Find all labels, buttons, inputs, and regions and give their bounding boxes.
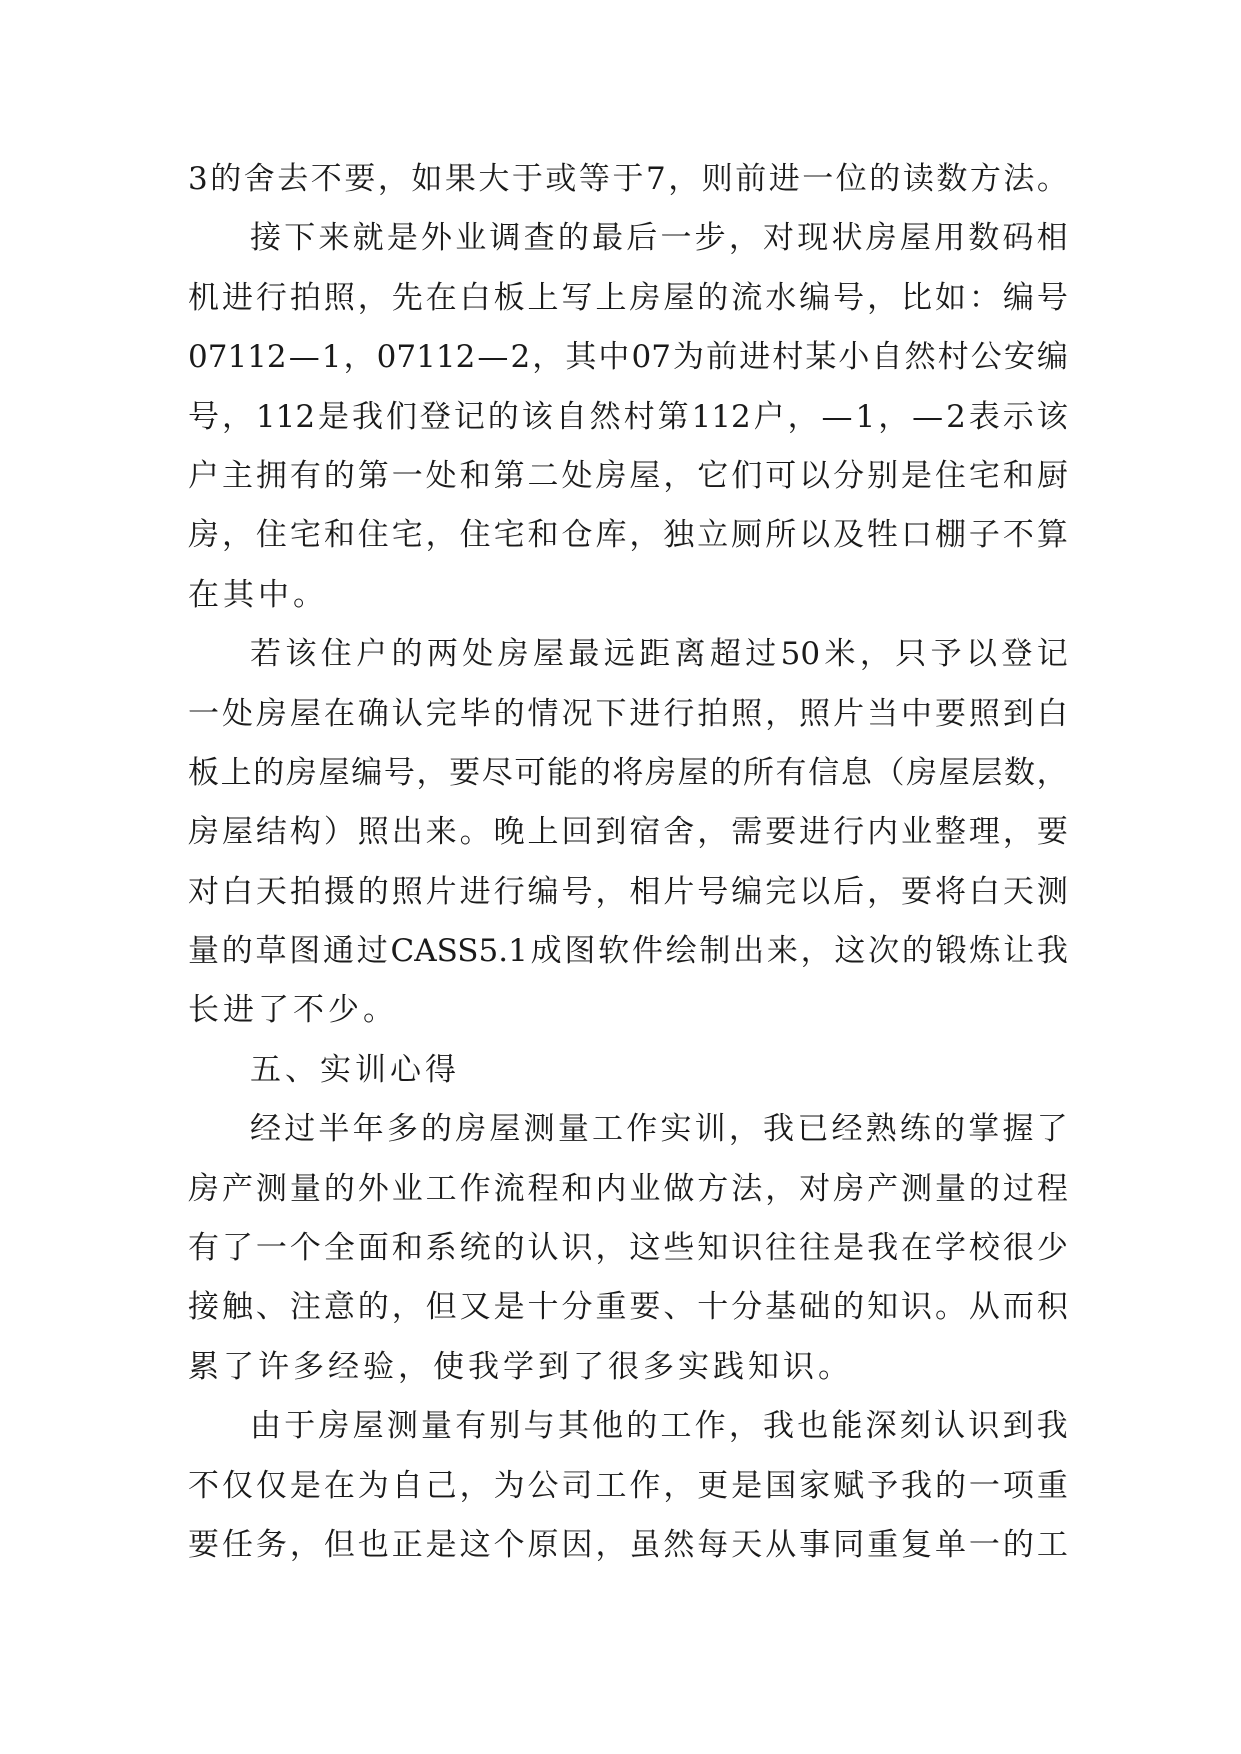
text-line: 房 产 测 量 的 外 业 工 作 流 程 和 内 业 做 方 法 ， 对 房 产 测 量 的 过 程	[188, 1170, 1068, 1207]
text-line: 07112 — 1 ， 07112 — 2 ， 其 中 07 为 前 进 村 某 小 自 然 村 公 安 编	[188, 339, 1068, 376]
body-text	[188, 150, 1068, 1575]
text-line: 房 ， 住 宅 和 住 宅 ， 住 宅 和 仓 库 ， 独 立 厕 所 以 及 牲 口 棚 子 不 算	[188, 517, 1068, 554]
text-line: 量 的 草 图 通 过 CASS5.1 成 图 软 件 绘 制 出 来 ， 这 次 的 锻 炼 让 我	[188, 933, 1068, 970]
text-line: 3 的 舍 去 不 要 ， 如 果 大 于 或 等 于 7 ， 则 前 进 一 位 的 读 数 方 法 。	[188, 161, 1068, 197]
text-line: 机 进 行 拍 照 ， 先 在 白 板 上 写 上 房 屋 的 流 水 编 号 ， 比 如 ： 编 号	[188, 279, 1068, 316]
text-line: 对 白 天 拍 摄 的 照 片 进 行 编 号 ， 相 片 号 编 完 以 后 ， 要 将 白 天 测	[188, 873, 1068, 910]
text-line: 累了许多经验，使我学到了很多实践知识。	[188, 1348, 853, 1385]
text-line: 接 触 、 注 意 的 ， 但 又 是 十 分 重 要 、 十 分 基 础 的 知 识 。 从 而 积	[188, 1289, 1068, 1326]
text-line: 有 了 一 个 全 面 和 系 统 的 认 识 ， 这 些 知 识 往 往 是 我 在 学 校 很 少	[188, 1230, 1068, 1267]
text-line: 五、实训心得	[250, 1051, 460, 1088]
text-line: 由 于 房 屋 测 量 有 别 与 其 他 的 工 作 ， 我 也 能 深 刻 认 识 到 我	[250, 1408, 1068, 1445]
text-line: 长进了不少。	[188, 992, 398, 1029]
text-line: 要 任 务 ， 但 也 正 是 这 个 原 因 ， 虽 然 每 天 从 事 同 重 复 单 一 的 工	[188, 1526, 1068, 1563]
text-line: 不 仅 仅 是 在 为 自 己 ， 为 公 司 工 作 ， 更 是 国 家 赋 予 我 的 一 项 重	[188, 1467, 1068, 1504]
text-line: 在其中。	[188, 576, 328, 613]
text-line: 接 下 来 就 是 外 业 调 查 的 最 后 一 步 ， 对 现 状 房 屋 用 数 码 相	[250, 220, 1068, 257]
text-line: 板 上 的 房 屋 编 号 ， 要 尽 可 能 的 将 房 屋 的 所 有 信 息 （ 房 屋 层 数 ，	[188, 754, 1068, 791]
text-line: 一 处 房 屋 在 确 认 完 毕 的 情 况 下 进 行 拍 照 ， 照 片 当 中 要 照 到 白	[188, 695, 1068, 732]
text-line: 经 过 半 年 多 的 房 屋 测 量 工 作 实 训 ， 我 已 经 熟 练 的 掌 握 了	[250, 1111, 1068, 1148]
text-line: 号 ， 112 是 我 们 登 记 的 该 自 然 村 第 112 户 ， — 1 ， — 2 表 示 该	[188, 398, 1068, 435]
text-line: 户 主 拥 有 的 第 一 处 和 第 二 处 房 屋 ， 它 们 可 以 分 别 是 住 宅 和 厨	[188, 457, 1068, 494]
text-line: 若 该 住 户 的 两 处 房 屋 最 远 距 离 超 过 50 米 ， 只 予 以 登 记	[250, 636, 1068, 673]
text-line: 房 屋 结 构 ） 照 出 来 。 晚 上 回 到 宿 舍 ， 需 要 进 行 内 业 整 理 ， 要	[188, 814, 1068, 851]
